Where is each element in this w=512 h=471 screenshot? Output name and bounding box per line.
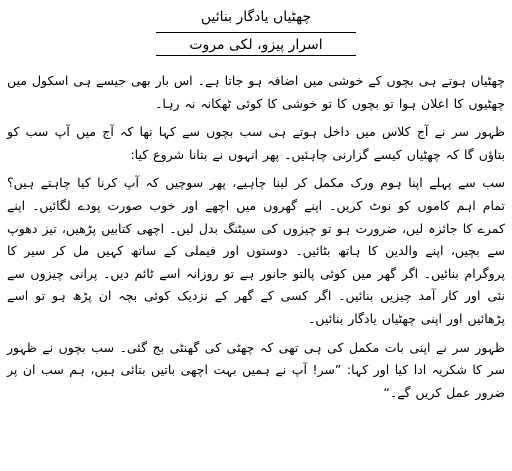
article-author: اسرار پیزو، لکی مروت: [189, 37, 323, 53]
paragraph-4: ظہور سر نے اپنی بات مکمل کی ہی تھی کہ چھٹی کی گھنٹی بج گئی۔ سب بچوں نے ظہور سر کا شکریہ ادا کیا اور کہا: ”سر! آپ نے ہمیں بہت اچھی باتیں بتائی ہیں، ہم سب ان پر ضرور عمل کریں گے۔“: [7, 339, 505, 400]
article-body: [7, 70, 505, 404]
article-title: چھٹیاں یادگار بنائیں: [200, 9, 312, 25]
article-header: [7, 6, 505, 56]
paragraph-1: چھٹیاں ہوتے ہی بچوں کے خوشی میں اضافہ ہو جاتا ہے۔ اس بار بھی جیسے ہی اسکول میں چھٹیوں کا اعلان ہوا تو بچوں کا تو خوشی کا کوئی ٹھکانہ نہ رہا۔: [7, 73, 505, 111]
paragraph-3: سب سے پہلے اپنا ہوم ورک مکمل کر لینا چاہیے، پھر سوچیں کہ آپ کرنا کیا چاہتے ہیں؟ تمام اہم کاموں کو نوٹ کریں۔ اپنے گھروں میں اچھے اور خوب صورت پودے لگائیں۔ اپنے کمرے کا جائزہ لیں، ضرورت ہو تو چیزوں کی سیٹنگ بدل لیں۔ اچھی کتابیں پڑھیں، تیز دھوپ سے بچیں، اپنے والدین کا ہاتھ بٹائیں۔ دوستوں اور فیملی کے ساتھ کہیں مل کر سیر کا پروگرام بنائیں۔ اگر گھر میں کوئی پالتو جانور ہے تو روزانہ اسے ٹائم دیں۔ پرانی چیزوں سے نئی اور کار آمد چیزیں بنائیں۔ اگر کسی کے گھر کے نزدیک کوئی بچہ ان پڑھ ہو تو اسے پڑھائیں اور اپنی چھٹیاں یادگار بنائیں۔: [7, 175, 506, 326]
paragraph-2: ظہور سر نے آج کلاس میں داخل ہوتے ہی سب بچوں سے کہا تھا کہ آج میں آپ سب کو بتاؤں گا کہ چھٹیاں کیسے گزارنی چاہئیں۔ پھر انہوں نے بتانا شروع کیا:: [7, 124, 505, 162]
title-divider-top: [156, 32, 356, 33]
